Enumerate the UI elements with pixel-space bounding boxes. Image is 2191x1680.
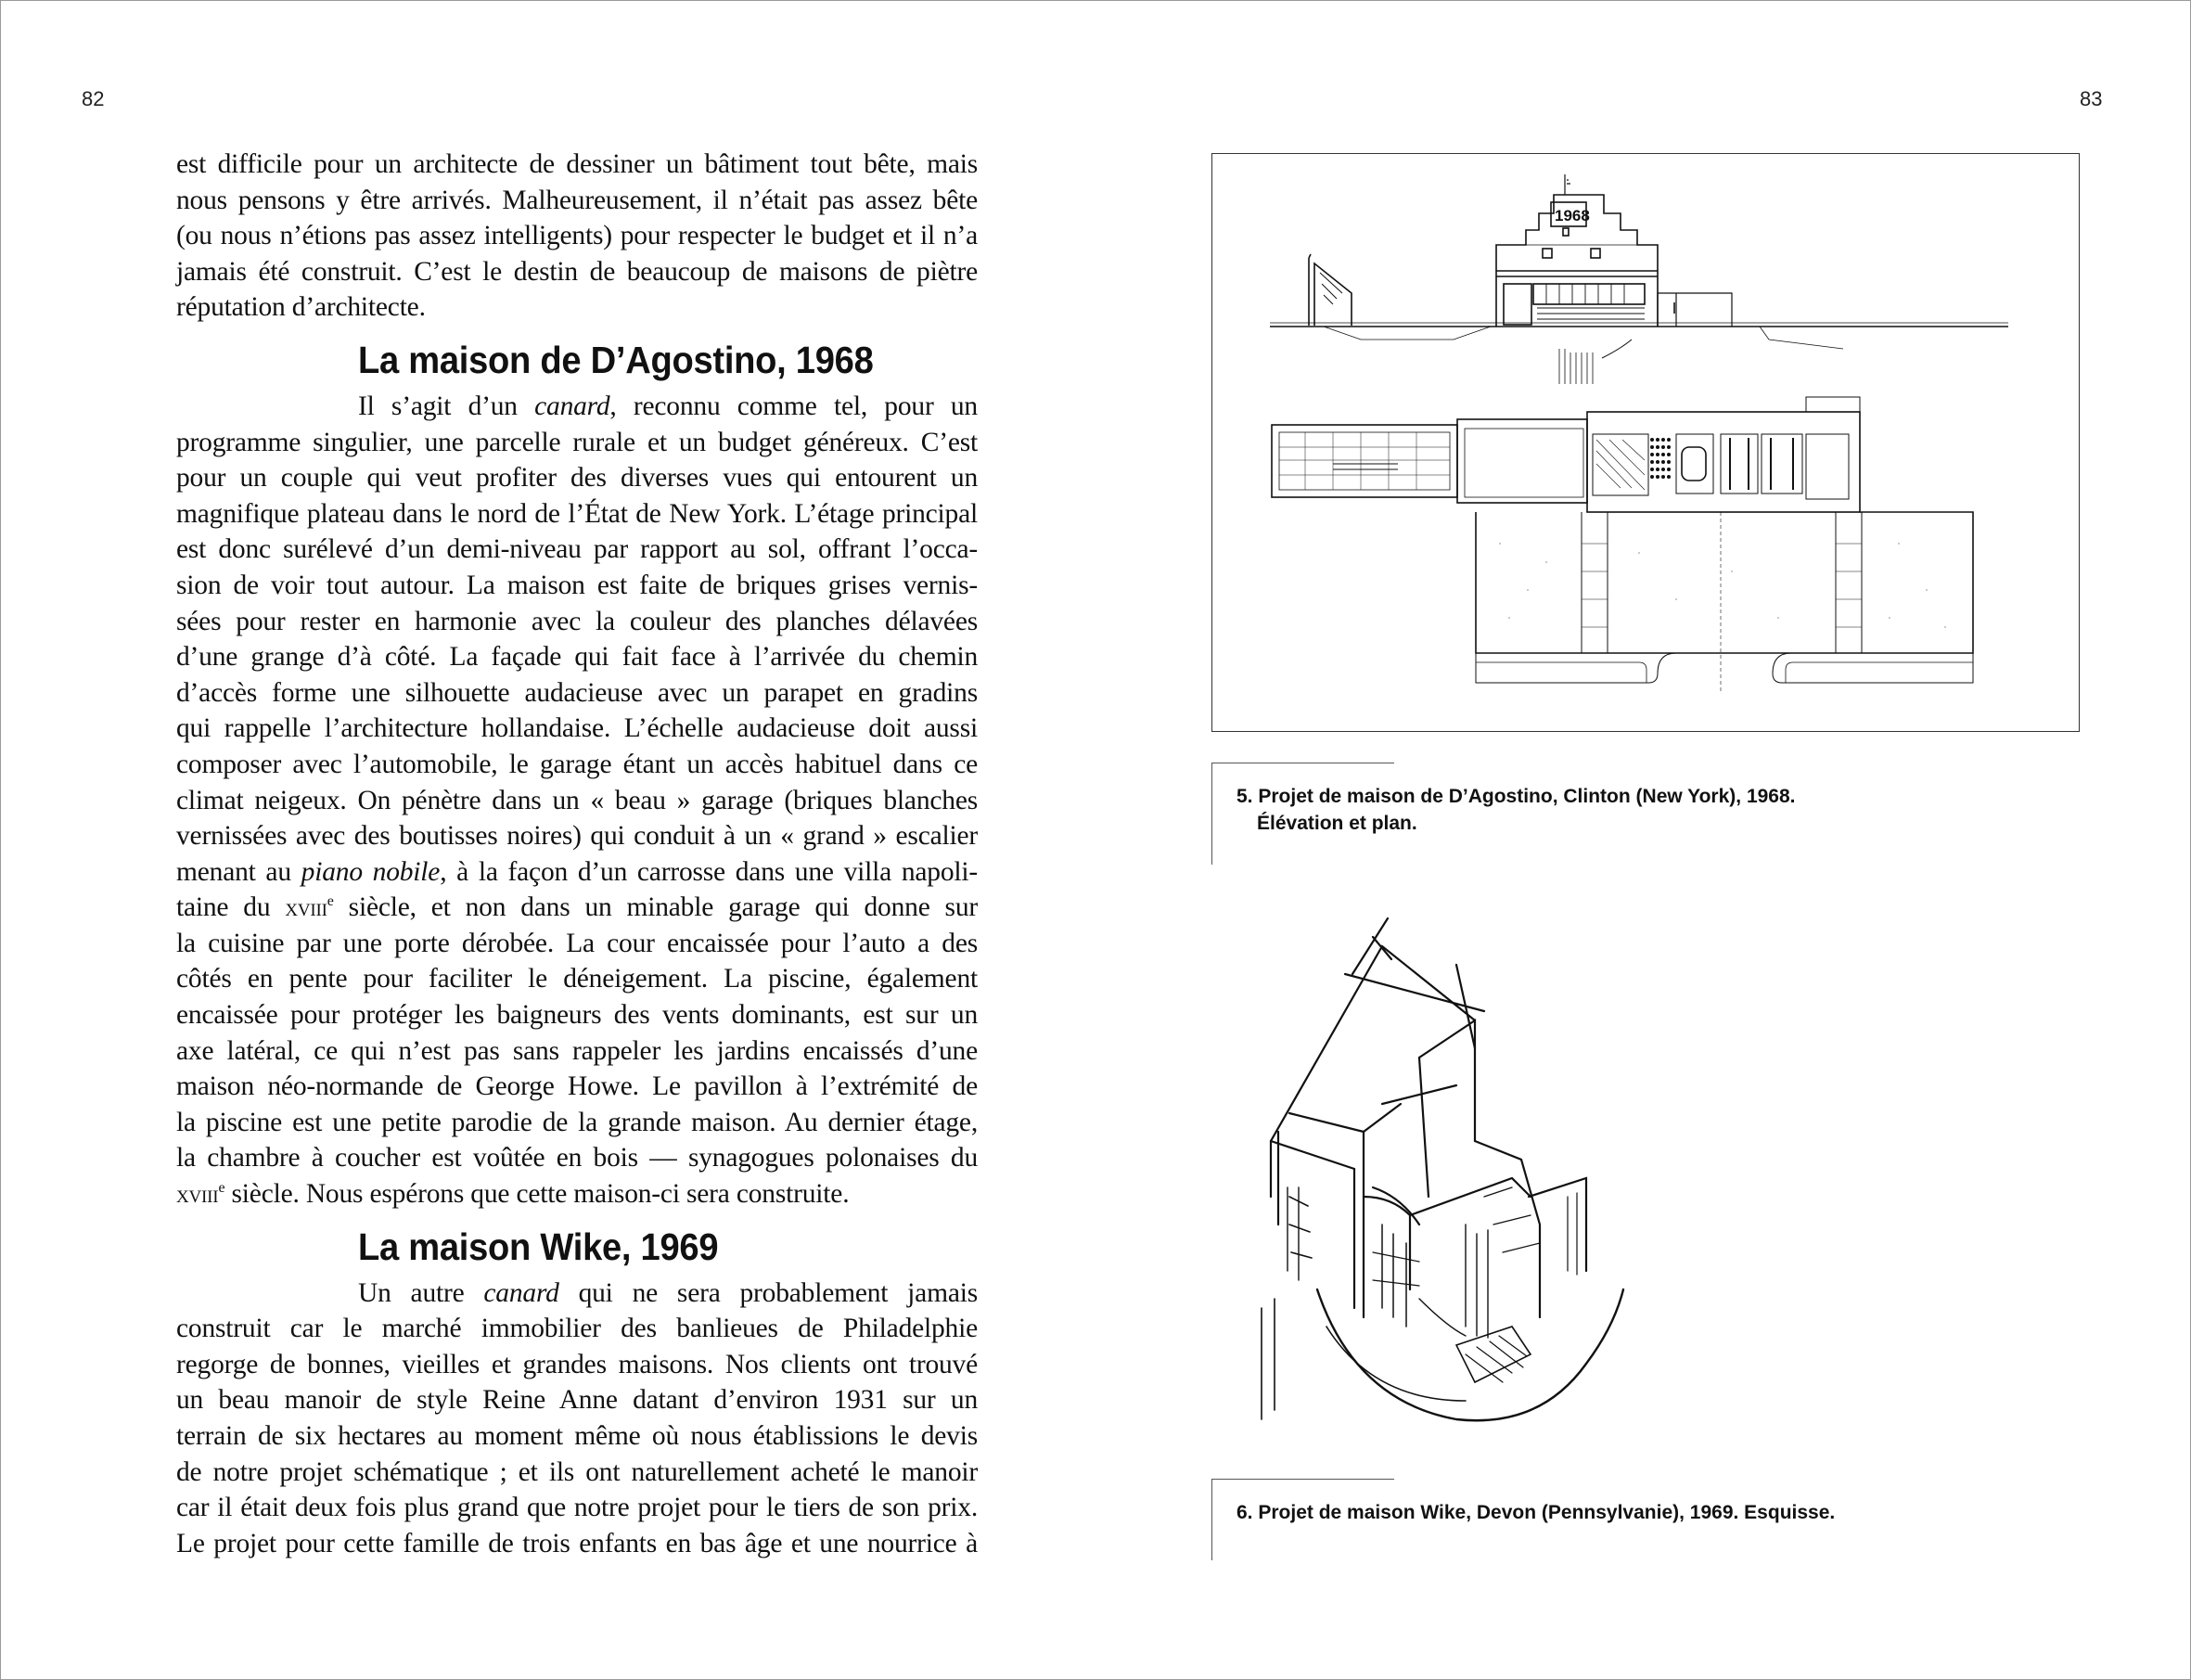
dagostino-line: sées pour rester en harmonie avec la couleur des planches délavées xyxy=(176,606,978,636)
figure-5-frame xyxy=(1211,153,2080,732)
wike-line: un beau manoir de style Reine Anne datant d’environ 1931 sur un xyxy=(176,1385,978,1416)
dagostino-line: d’une grange d’à côté. La façade qui fait face à l’arrivée du chemin xyxy=(176,642,978,673)
left-page-number: 82 xyxy=(82,87,105,110)
intro-line: est difficile pour un architecte de dessiner un bâtiment tout bête, mais xyxy=(176,149,978,179)
dagostino-line: pour un couple qui veut profiter des diverses vues qui entourent un xyxy=(176,463,978,494)
dagostino-line: programme singulier, une parcelle rurale et un budget généreux. C’est xyxy=(176,427,978,457)
wike-house-sketch xyxy=(1234,918,1642,1456)
dagostino-line: est donc surélevé d’un demi-niveau par rapport au sol, offrant l’occa- xyxy=(176,534,978,565)
dagostino-paragraph xyxy=(176,389,978,1212)
dagostino-line: maison néo-normande de George Howe. Le pavillon à l’extrémité de xyxy=(176,1071,978,1102)
dagostino-line: la cuisine par une porte dérobée. La cour encaissée pour l’auto a des xyxy=(176,928,978,958)
wike-line: car il était deux fois plus grand que notre projet pour le tiers de son prix. xyxy=(176,1493,978,1523)
dagostino-line: Il s’agit d’un canard, reconnu comme tel, pour un xyxy=(358,391,978,421)
elevation-date-label: 1968 xyxy=(1555,207,1590,224)
figure-6-caption-text: 6. Projet de maison Wike, Devon (Pennsylvanie), 1969. Esquisse. xyxy=(1236,1502,1836,1523)
dagostino-line: menant au piano nobile, à la façon d’un carrosse dans une villa napoli- xyxy=(176,856,978,887)
intro-line: réputation d’architecte. xyxy=(176,292,426,323)
dagostino-line: encaissée pour protéger les baigneurs des vents dominants, est sur un xyxy=(176,1000,978,1031)
dagostino-line: magnifique plateau dans le nord de l’État de New York. L’étage principal xyxy=(176,498,978,529)
intro-line: jamais été construit. C’est le destin de beaucoup de maisons de piètre xyxy=(176,256,978,287)
dagostino-line: sion de voir tout autour. La maison est faite de briques grises vernis- xyxy=(176,570,978,600)
dagostino-line: la chambre à coucher est voûtée en bois — synagogues polonaises du xyxy=(176,1143,978,1173)
dagostino-line: vernissées avec des boutisses noires) qui conduit à un « grand » escalier xyxy=(176,821,978,852)
dagostino-line: climat neigeux. On pénètre dans un « beau » garage (briques blanches xyxy=(176,785,978,815)
figure-5-caption-line-1: 5. Projet de maison de D’Agostino, Clinton (New York), 1968. xyxy=(1236,786,1796,807)
wike-paragraph xyxy=(176,1276,978,1562)
figure-5-caption-line-2: Élévation et plan. xyxy=(1257,813,1417,834)
text-column xyxy=(176,147,978,1561)
intro-line: (ou nous n’étions pas assez intelligents) pour respecter le budget et il n’a xyxy=(176,221,978,251)
figure-6-caption xyxy=(1211,1479,1941,1560)
wike-line: terrain de six hectares au moment même où nous établissions le devis xyxy=(176,1421,978,1451)
wike-line: de notre projet schématique ; et ils ont naturellement acheté le manoir xyxy=(176,1456,978,1487)
dagostino-elevation-plan-drawing xyxy=(1212,154,2079,731)
section-heading-wike: La maison Wike, 1969 xyxy=(358,1225,719,1268)
dagostino-line: d’accès forme une silhouette audacieuse avec un parapet en gradins xyxy=(176,677,978,708)
dagostino-line: côtés en pente pour faciliter le déneigement. La piscine, également xyxy=(176,964,978,994)
wike-line: Le projet pour cette famille de trois enfants en bas âge et une nourrice à xyxy=(176,1528,978,1558)
section-heading-dagostino: La maison de D’Agostino, 1968 xyxy=(358,338,874,381)
figure-5-caption xyxy=(1211,763,1941,865)
dagostino-line: xviii$^e$ siècle. Nous espérons que cette maison-ci sera construite. xyxy=(176,1179,850,1210)
dagostino-line: qui rappelle l’architecture hollandaise. L’échelle audacieuse doit aussi xyxy=(176,713,978,744)
wike-line: construit car le marché immobilier des banlieues de Philadelphie xyxy=(176,1314,978,1344)
right-page-number: 83 xyxy=(2080,87,2103,110)
dagostino-line: axe latéral, ce qui n’est pas sans rappeler les jardins encaissés d’une xyxy=(176,1035,978,1066)
dagostino-line: la piscine est une petite parodie de la grande maison. Au dernier étage, xyxy=(176,1107,978,1137)
dagostino-line: composer avec l’automobile, le garage étant un accès habituel dans ce xyxy=(176,749,978,779)
intro-line: nous pensons y être arrivés. Malheureusement, il n’était pas assez bête xyxy=(176,185,978,215)
dagostino-line: taine du xviii$^e$ siècle, et non dans un minable garage qui donne sur xyxy=(176,892,979,923)
intro-paragraph xyxy=(176,147,978,326)
wike-line: regorge de bonnes, vieilles et grandes maisons. Nos clients ont trouvé xyxy=(176,1349,978,1379)
wike-line: Un autre canard qui ne sera probablement jamais xyxy=(358,1277,978,1308)
